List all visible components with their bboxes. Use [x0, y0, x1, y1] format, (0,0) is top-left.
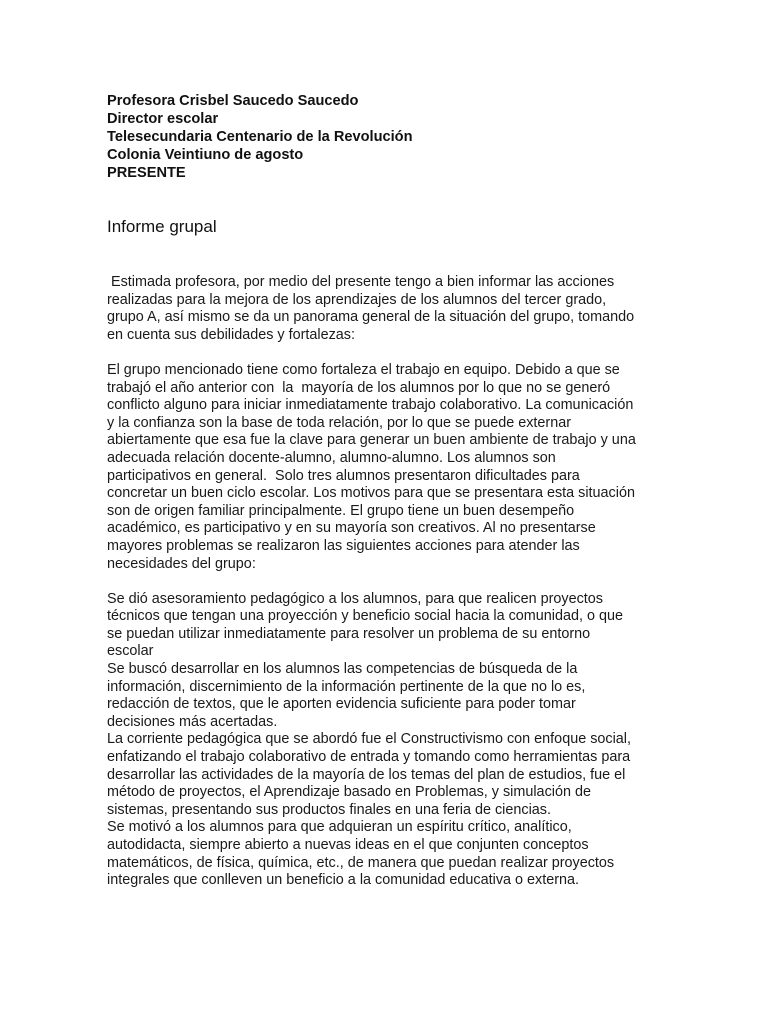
text-line: conflicto alguno para iniciar inmediatamente trabajo colaborativo. La comunicación [107, 397, 634, 414]
text-line: son de origen familiar principalmente. El grupo tiene un buen desempeño [107, 502, 575, 519]
text-line: enfatizando el trabajo colaborativo de entrada y tomando como herramientas para [107, 749, 631, 766]
text-line: adecuada relación docente-alumno, alumno-alumno. Los alumnos son [107, 449, 556, 466]
text-line: El grupo mencionado tiene como fortaleza el trabajo en equipo. Debido a que se [107, 361, 620, 378]
text-line: grupo A, así mismo se da un panorama general de la situación del grupo, tomando [107, 309, 635, 326]
text-line: sistemas, presentando sus productos finales en una feria de ciencias. [107, 801, 551, 818]
intro-paragraph [107, 274, 687, 344]
text-line: Se dió asesoramiento pedagógico a los alumnos, para que realicen proyectos [107, 590, 603, 607]
text-line: y la confianza son la base de toda relación, por lo que se puede externar [107, 414, 572, 431]
actions-paragraph [107, 591, 687, 890]
paragraph-spacer [107, 344, 687, 362]
text-line: Se buscó desarrollar en los alumnos las competencias de búsqueda de la [107, 661, 578, 678]
text-line: participativos en general. Solo tres alumnos presentaron dificultades para [107, 467, 580, 484]
text-line: en cuenta sus debilidades y fortalezas: [107, 326, 355, 343]
text-line: necesidades del grupo: [107, 555, 256, 572]
text-line: abiertamente que esa fue la clave para generar un buen ambiente de trabajo y una [107, 432, 636, 449]
text-line: información, discernimiento de la información pertinente de la que no lo es, [107, 678, 586, 695]
recipient-name: Profesora Crisbel Saucedo Saucedo [107, 93, 359, 109]
paragraph-spacer [107, 573, 687, 591]
text-line: desarrollar las actividades de la mayoría de los temas del plan de estudios, fue el [107, 766, 626, 783]
report-title: Informe grupal [107, 217, 217, 236]
text-line: Se motivó a los alumnos para que adquieran un espíritu crítico, analítico, [107, 819, 572, 836]
text-line: técnicos que tengan una proyección y beneficio social hacia la comunidad, o que [107, 608, 624, 625]
recipient-neighborhood: Colonia Veintiuno de agosto [107, 147, 304, 163]
text-line: La corriente pedagógica que se abordó fue el Constructivismo con enfoque social, [107, 731, 631, 748]
text-line: redacción de textos, que le aporten evidencia suficiente para poder tomar [107, 696, 576, 713]
text-line: trabajó el año anterior con la mayoría de los alumnos por lo que no se generó [107, 379, 611, 396]
text-line: decisiones más acertadas. [107, 713, 278, 730]
text-line: se puedan utilizar inmediatamente para resolver un problema de su entorno [107, 625, 591, 642]
report-body [107, 274, 687, 890]
recipient-role: Director escolar [107, 111, 219, 127]
text-line: autodidacta, siempre abierto a nuevas ideas en el que conjunten conceptos [107, 837, 589, 853]
text-line: método de proyectos, el Aprendizaje basado en Problemas, y simulación de [107, 784, 591, 801]
strengths-paragraph [107, 362, 687, 573]
text-line: concretar un buen ciclo escolar. Los motivos para que se presentara esta situación [107, 485, 635, 502]
salutation-presente: PRESENTE [107, 165, 186, 181]
recipient-address-block [107, 92, 667, 182]
text-line: Estimada profesora, por medio del presente tengo a bien informar las acciones [107, 274, 615, 290]
text-line: matemáticos, de física, química, etc., de manera que puedan realizar proyectos [107, 854, 615, 871]
text-line: mayores problemas se realizaron las siguientes acciones para atender las [107, 537, 580, 554]
text-line: realizadas para la mejora de los aprendizajes de los alumnos del tercer grado, [107, 291, 607, 308]
recipient-school: Telesecundaria Centenario de la Revolución [107, 129, 413, 145]
text-line: académico, es participativo y en su mayoría son creativos. Al no presentarse [107, 520, 596, 537]
text-line: escolar [107, 643, 154, 660]
text-line: integrales que conlleven un beneficio a la comunidad educativa o externa. [107, 872, 580, 889]
